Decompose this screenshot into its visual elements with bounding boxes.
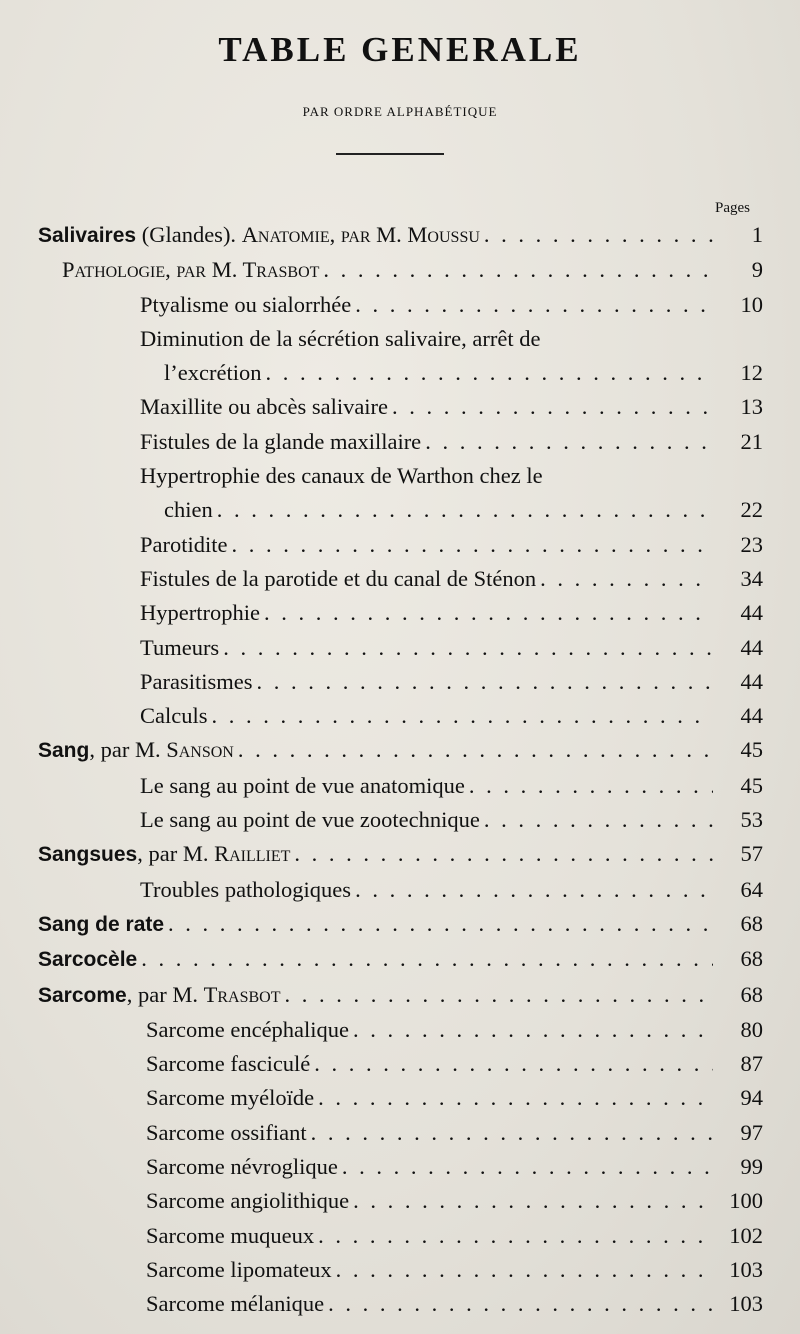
page-title: TABLE GENERALE: [218, 30, 582, 69]
toc-entry: [38, 907, 763, 942]
dot-leader: [314, 1047, 713, 1081]
toc-entry: [140, 769, 763, 803]
entry-text: , par M.: [137, 841, 215, 867]
entry-text: , par M.: [89, 737, 167, 763]
page-number: 44: [740, 668, 763, 694]
title-divider: [336, 153, 444, 155]
toc-entry-line: Hypertrophie des canaux de Warthon chez le: [140, 463, 543, 489]
toc-entry: [146, 1219, 763, 1253]
page-number: 100: [729, 1188, 763, 1214]
entry-text: Ptyalisme ou sialorrhée: [140, 291, 352, 317]
page-number: 10: [740, 291, 763, 317]
toc-entry: [140, 425, 763, 459]
entry-heading: Sangsues: [38, 843, 138, 867]
toc-entry: [140, 562, 763, 596]
page-number: 22: [740, 497, 763, 523]
entry-heading: Sang: [38, 739, 90, 763]
page-number: 34: [740, 565, 763, 591]
dot-leader: [540, 562, 713, 596]
entry-text: Troubles pathologiques: [140, 876, 352, 902]
page-subtitle: PAR ORDRE ALPHABÉTIQUE: [302, 104, 498, 119]
toc-entry: [140, 631, 763, 665]
entry-author: Anatomie, par M. Moussu: [241, 222, 480, 247]
page-number: 80: [740, 1016, 763, 1042]
entry-text: Sarcome muqueux: [146, 1222, 315, 1248]
entry-text: Parotidite: [140, 531, 228, 557]
entry-text: Sarcome lipomateux: [146, 1256, 332, 1282]
entry-author: Pathologie, par M. Trasbot: [62, 257, 320, 283]
dot-leader: [318, 1081, 713, 1115]
page-number: 87: [740, 1051, 763, 1077]
entry-text: Le sang au point de vue zootechnique: [140, 807, 480, 833]
entry-text: Sarcome encéphalique: [146, 1016, 350, 1042]
dot-leader: [353, 1184, 713, 1218]
dot-leader: [217, 493, 713, 527]
toc-entry: [146, 1047, 763, 1081]
toc-entry: [140, 596, 763, 630]
entry-text: Fistules de la glande maxillaire: [140, 428, 422, 454]
toc-entry: [146, 1150, 763, 1184]
toc-entry: [164, 493, 763, 527]
page-number: 68: [740, 981, 763, 1007]
page-number: 99: [740, 1154, 763, 1180]
entry-heading: Sarcome: [38, 983, 127, 1007]
page-number: 102: [729, 1222, 763, 1248]
toc-entry: [140, 665, 763, 699]
entry-text: Tumeurs: [140, 634, 220, 660]
entry-text: (Glandes).: [136, 222, 242, 247]
entry-author: Trasbot: [203, 981, 281, 1007]
dot-leader: [328, 1287, 713, 1321]
page-number: 1: [751, 222, 763, 247]
toc-entry: [146, 1253, 763, 1287]
dot-leader: [323, 253, 713, 287]
entry-text: , par M.: [126, 981, 204, 1007]
toc-entry: [146, 1116, 763, 1150]
page-number: 68: [740, 910, 763, 936]
dot-leader: [168, 907, 713, 941]
toc-entry: [62, 253, 763, 287]
entry-text: Sarcome névroglique: [146, 1154, 338, 1180]
toc-entry: [146, 1081, 763, 1115]
dot-leader: [284, 978, 713, 1012]
page-number: 57: [740, 841, 763, 867]
toc-entry: [38, 978, 763, 1013]
dot-leader: [231, 528, 713, 562]
toc-entry: [140, 288, 763, 322]
toc-entry-line: Diminution de la sécrétion salivaire, arrêt de: [140, 325, 541, 351]
entry-text: Fistules de la parotide et du canal de Sténon: [140, 565, 537, 591]
entry-text: l’excrétion: [164, 360, 262, 386]
entry-heading: Salivaires: [38, 224, 137, 247]
dot-leader: [318, 1219, 713, 1253]
dot-leader: [355, 288, 713, 322]
toc-entry: [140, 873, 763, 907]
page-number: 53: [740, 807, 763, 833]
toc-entry: [38, 837, 763, 872]
toc-entry: [38, 942, 763, 977]
entry-text: Sarcome mélanique: [146, 1291, 325, 1317]
dot-leader: [425, 425, 713, 459]
toc-entry: [146, 1013, 763, 1047]
page-number: 44: [740, 703, 763, 729]
page-number: 21: [740, 428, 763, 454]
dot-leader: [336, 1253, 713, 1287]
entry-text: Hypertrophie: [140, 600, 260, 626]
toc-entry: [164, 356, 763, 390]
dot-leader: [353, 1013, 713, 1047]
entry-author: Sanson: [166, 737, 234, 763]
page-number: 44: [740, 600, 763, 626]
entry-text: Sarcome fasciculé: [146, 1051, 311, 1077]
dot-leader: [355, 873, 713, 907]
page-number: 45: [740, 772, 763, 798]
dot-leader: [212, 699, 714, 733]
entry-author: Railliet: [214, 841, 291, 867]
pages-column-header: Pages: [715, 200, 750, 216]
entry-text: Sarcome angiolithique: [146, 1188, 350, 1214]
toc-entry: [140, 803, 763, 837]
dot-leader: [484, 218, 713, 252]
page-number: 23: [740, 531, 763, 557]
entry-text: Maxillite ou abcès salivaire: [140, 394, 389, 420]
toc-entry: [146, 1184, 763, 1218]
dot-leader: [484, 803, 713, 837]
toc-entry: [38, 733, 763, 768]
page-number: 103: [729, 1256, 763, 1282]
page-number: 64: [740, 876, 763, 902]
dot-leader: [238, 733, 713, 767]
dot-leader: [257, 665, 714, 699]
page-number: 68: [740, 946, 763, 972]
entry-text: chien: [164, 497, 213, 523]
toc-entry: [38, 218, 763, 253]
page-number: 94: [740, 1085, 763, 1111]
page-number: 45: [740, 737, 763, 763]
entry-heading: Sang de rate: [38, 912, 165, 936]
dot-leader: [223, 631, 713, 665]
page-number: 12: [740, 360, 763, 386]
toc-entry: [140, 699, 763, 733]
table-of-contents: [0, 218, 800, 1322]
toc-entry: [140, 528, 763, 562]
entry-heading: Sarcocèle: [38, 948, 138, 972]
entry-text: Sarcome myéloïde: [146, 1085, 315, 1111]
entry-text: Calculs: [140, 703, 208, 729]
page-number: 44: [740, 634, 763, 660]
toc-entry: [146, 1287, 763, 1321]
page-number: 97: [740, 1119, 763, 1145]
toc-entry: [140, 390, 763, 424]
page-number: 9: [751, 257, 763, 283]
dot-leader: [311, 1116, 713, 1150]
entry-text: Le sang au point de vue anatomique: [140, 772, 465, 798]
dot-leader: [265, 356, 713, 390]
entry-text: Parasitismes: [140, 668, 253, 694]
dot-leader: [294, 837, 713, 871]
dot-leader: [392, 390, 713, 424]
dot-leader: [141, 942, 713, 976]
page-number: 103: [729, 1291, 763, 1317]
dot-leader: [342, 1150, 713, 1184]
dot-leader: [469, 769, 713, 803]
dot-leader: [264, 596, 713, 630]
page-number: 13: [740, 394, 763, 420]
entry-text: Sarcome ossifiant: [146, 1119, 307, 1145]
